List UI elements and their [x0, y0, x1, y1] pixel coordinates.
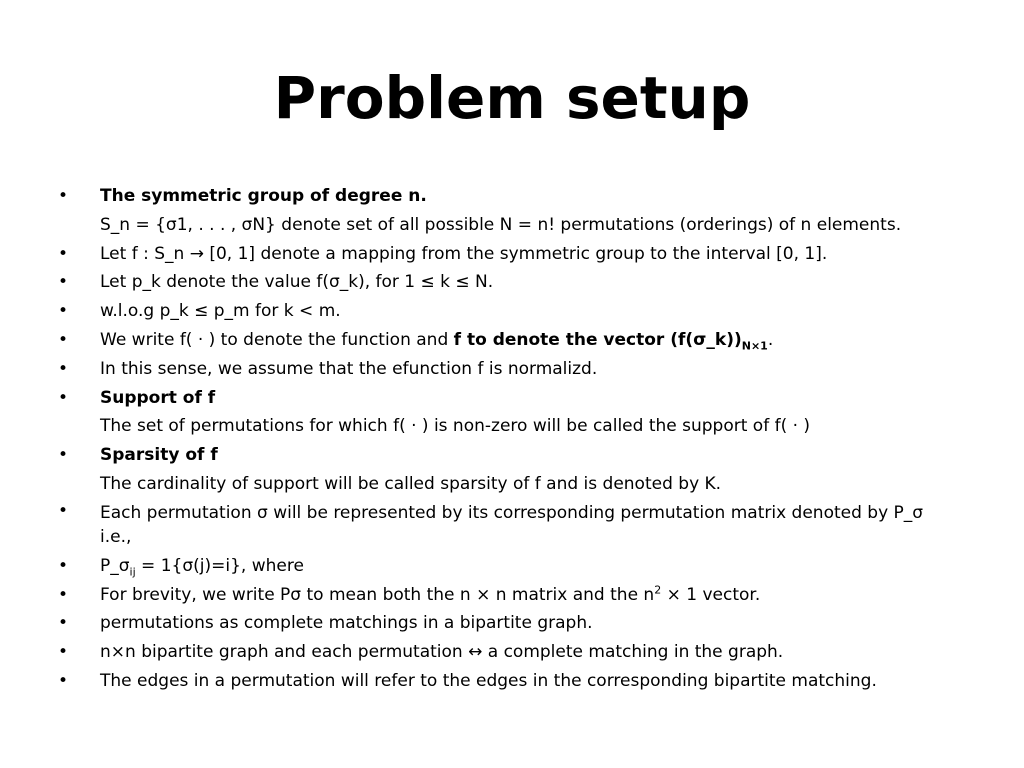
- item-text: Each permutation σ will be represented by its corresponding permutation matrix denoted by P_σ i.e.,: [100, 502, 924, 547]
- item-subscript: N×1: [741, 339, 768, 353]
- bullet-icon: •: [58, 186, 69, 206]
- list-item-continuation: [58, 211, 958, 240]
- bullet-icon: •: [58, 301, 69, 322]
- bullet-icon: •: [58, 329, 69, 350]
- bullet-list: [58, 182, 958, 696]
- bullet-icon: •: [58, 642, 69, 663]
- bullet-icon: •: [58, 243, 69, 264]
- item-heading: The symmetric group of degree n.: [100, 186, 427, 206]
- item-text: Let p_k denote the value f(σ_k), for 1 ≤ k ≤ N.: [100, 272, 494, 293]
- item-text: n×n bipartite graph and each permutation ↔ a complete matching in the graph.: [100, 642, 784, 663]
- bullet-icon: •: [58, 584, 69, 605]
- list-item: [58, 384, 958, 413]
- list-item: [58, 182, 958, 211]
- slide-title: Problem setup: [273, 64, 751, 132]
- bullet-icon: •: [58, 670, 69, 691]
- item-text: The set of permutations for which f( · ) is non-zero will be called the support of f( · ): [100, 416, 811, 437]
- item-heading: Support of f: [100, 387, 216, 408]
- list-item: [58, 667, 958, 696]
- item-text: For brevity, we write Pσ to mean both the n × n matrix and the n: [100, 584, 655, 605]
- item-heading: Sparsity of f: [100, 445, 218, 466]
- bullet-icon: •: [58, 445, 69, 466]
- list-item: [58, 240, 958, 269]
- bullet-icon: •: [58, 272, 69, 293]
- list-item: [58, 581, 958, 610]
- item-text: w.l.o.g p_k ≤ p_m for k < m.: [100, 301, 341, 322]
- list-item: [58, 609, 958, 638]
- list-item: [58, 268, 958, 297]
- bullet-icon: •: [58, 500, 69, 521]
- item-text: The cardinality of support will be called sparsity of f and is denoted by K.: [100, 473, 722, 494]
- item-text: .: [767, 329, 774, 350]
- list-item: [58, 552, 958, 581]
- item-text: The edges in a permutation will refer to the edges in the corresponding bipartite matching.: [100, 670, 877, 691]
- item-text: P_σ: [100, 555, 130, 576]
- bullet-icon: •: [58, 358, 69, 379]
- list-item: [58, 499, 958, 552]
- bullet-icon: •: [58, 387, 69, 408]
- list-item: [58, 355, 958, 384]
- item-subscript: ij: [129, 565, 136, 579]
- item-text: permutations as complete matchings in a bipartite graph.: [100, 613, 593, 634]
- list-item: [58, 297, 958, 326]
- item-text: In this sense, we assume that the efunction f is normalizd.: [100, 358, 598, 379]
- list-item: [58, 441, 958, 470]
- list-item: [58, 326, 958, 355]
- item-text: = 1{σ(j)=i}, where: [135, 555, 304, 576]
- list-item: [58, 638, 958, 667]
- item-superscript: 2: [654, 582, 662, 596]
- bullet-icon: •: [58, 613, 69, 634]
- item-text: Let f : S_n → [0, 1] denote a mapping from the symmetric group to the interval [0, 1].: [100, 243, 828, 264]
- item-text: We write f( · ) to denote the function and: [100, 329, 454, 350]
- list-item-continuation: [58, 412, 958, 441]
- bullet-icon: •: [58, 555, 69, 576]
- item-text: × 1 vector.: [661, 584, 761, 605]
- item-text: S_n = {σ1, . . . , σN} denote set of all possible N = n! permutations (orderings) of n elements.: [100, 214, 902, 235]
- list-item-continuation: [58, 470, 958, 499]
- item-text-bold: f to denote the vector (f(σ_k)): [453, 329, 742, 350]
